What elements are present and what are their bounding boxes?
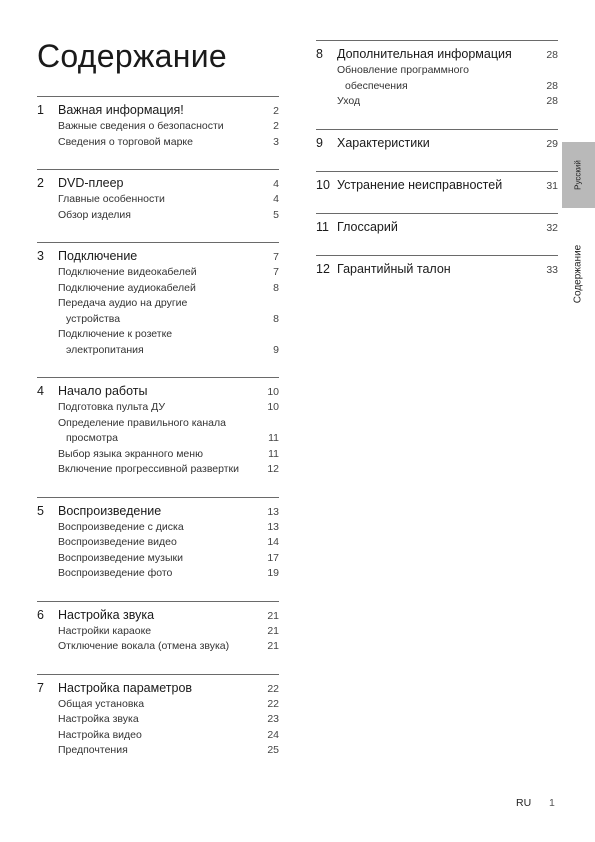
toc-entry-text: Воспроизведение музыки [58, 551, 184, 564]
toc-section [37, 96, 279, 150]
section-title: Устранение неисправностей [337, 177, 503, 192]
toc-entry-text: устройства [66, 312, 121, 325]
toc-entry[interactable] [37, 566, 279, 582]
toc-entry[interactable] [37, 697, 279, 713]
toc-entry[interactable] [37, 343, 279, 359]
section-page-number: 28 [546, 49, 558, 61]
toc-entry[interactable] [37, 624, 279, 640]
toc-entry-page: 11 [268, 432, 279, 444]
toc-section [37, 674, 279, 759]
toc-entry[interactable] [37, 208, 279, 224]
toc-entry[interactable] [37, 462, 279, 478]
toc-section [37, 377, 279, 478]
toc-entry-page: 3 [273, 135, 279, 148]
toc-entry[interactable] [37, 296, 279, 312]
section-title: Настройка звука [58, 607, 155, 622]
language-tab[interactable] [562, 142, 595, 208]
section-title: Дополнительная информация [337, 47, 512, 61]
toc-section-heading[interactable] [316, 219, 558, 236]
section-page-number: 2 [273, 105, 279, 117]
toc-entry-page: 25 [267, 744, 279, 756]
toc-entry[interactable] [37, 535, 279, 551]
section-title: Глоссарий [337, 219, 398, 234]
toc-entry-text: Сведения о торговой марке [58, 135, 193, 148]
toc-entry-text: Обзор изделия [58, 208, 131, 221]
toc-entry[interactable] [37, 551, 279, 567]
toc-section-heading[interactable] [37, 383, 279, 400]
toc-entry-page: 17 [267, 551, 279, 564]
toc-entry-text: просмотра [66, 432, 118, 444]
section-title: Настройка параметров [58, 680, 193, 695]
toc-section-heading[interactable] [316, 261, 558, 278]
toc-entry-page [255, 416, 279, 432]
toc-section-heading[interactable] [37, 503, 279, 520]
section-number: 8 [316, 47, 323, 61]
toc-entry[interactable] [37, 400, 279, 416]
toc-entry[interactable] [37, 743, 279, 759]
toc-entry[interactable] [37, 327, 279, 343]
section-number: 6 [37, 607, 44, 622]
toc-entry-text: Обновление программного [337, 64, 469, 76]
toc-entry-page: 23 [267, 713, 279, 725]
toc-entry[interactable] [37, 728, 279, 744]
sidebar [562, 142, 595, 312]
toc-section [37, 242, 279, 358]
toc-entry-text: Воспроизведение с диска [58, 520, 184, 533]
toc-entry-text: Выбор языка экранного меню [58, 447, 203, 460]
toc-entry-page: 9 [273, 343, 279, 356]
toc-entry-page: 7 [273, 266, 279, 278]
toc-entry-page: 13 [267, 520, 279, 533]
toc-section [37, 497, 279, 582]
toc-entry-page: 24 [267, 728, 279, 741]
toc-section [316, 40, 558, 110]
section-title: Начало работы [58, 384, 148, 398]
toc-entry[interactable] [37, 135, 279, 151]
section-title: Гарантийный талон [337, 261, 451, 276]
toc-entry-page: 2 [273, 120, 279, 132]
toc-entry-page: 22 [267, 697, 279, 710]
section-page-number: 13 [267, 505, 279, 518]
section-number: 11 [316, 219, 329, 234]
toc-entry-page: 10 [267, 401, 279, 413]
section-page-number: 33 [546, 263, 558, 276]
section-page-number: 31 [546, 179, 558, 192]
toc-entry-text: Главные особенности [58, 193, 165, 205]
toc-entry[interactable] [37, 639, 279, 655]
page-title: Содержание [37, 38, 228, 74]
section-title: DVD-плеер [58, 176, 124, 190]
toc-entry[interactable] [37, 312, 279, 328]
toc-section-heading[interactable] [316, 135, 558, 152]
toc-section [37, 169, 279, 223]
section-title: Воспроизведение [58, 503, 162, 518]
footer-page-number: 1 [549, 797, 555, 809]
section-page-number: 4 [273, 178, 279, 190]
toc-entry-page: 4 [273, 193, 279, 205]
toc-entry[interactable] [316, 94, 558, 110]
footer-language: RU [516, 797, 532, 809]
section-number: 1 [37, 103, 44, 117]
section-number: 5 [37, 503, 44, 518]
toc-entry-text: Общая установка [58, 697, 145, 710]
toc-entry-text: Подключение видеокабелей [58, 266, 197, 278]
toc-entry-text: Подключение аудиокабелей [58, 281, 196, 294]
section-page-number: 10 [267, 386, 279, 398]
toc-entry-text: Подготовка пульта ДУ [58, 401, 166, 413]
toc-entry-text: Уход [337, 95, 361, 107]
toc-entry-page: 28 [546, 95, 558, 107]
section-number: 10 [316, 177, 330, 192]
toc-entry-page: 11 [268, 447, 279, 460]
section-number: 2 [37, 176, 44, 190]
section-page-number: 32 [546, 221, 558, 234]
toc-section-heading[interactable] [37, 102, 279, 119]
toc-section-heading[interactable] [37, 175, 279, 192]
toc-entry[interactable] [316, 79, 558, 95]
toc-entry-text: Настройки караоке [58, 624, 152, 637]
toc-section-heading[interactable] [37, 680, 279, 697]
toc-entry-text: обеспечения [345, 79, 408, 92]
toc-entry-page: 8 [273, 312, 279, 325]
toc-entry-text: Воспроизведение фото [58, 567, 173, 579]
toc-entry-text: Передача аудио на другие [58, 297, 188, 309]
section-number: 7 [37, 680, 44, 695]
toc-entry[interactable] [37, 281, 279, 297]
toc-left-column [37, 96, 279, 759]
toc-entry-page: 19 [267, 567, 279, 579]
toc-entry-page: 21 [267, 640, 279, 652]
toc-entry-text: Настройка видео [58, 728, 142, 741]
section-page-number: 7 [273, 251, 279, 263]
section-title: Важная информация! [58, 103, 184, 117]
toc-entry[interactable] [37, 416, 279, 432]
toc-entry[interactable] [37, 712, 279, 728]
toc-entry-page [255, 327, 279, 343]
language-tab-label: Русский [573, 160, 583, 190]
toc-entry-text: Настройка звука [58, 713, 139, 725]
toc-entry-page: 28 [546, 79, 558, 92]
section-page-number: 22 [267, 682, 279, 695]
toc-entry[interactable] [37, 265, 279, 281]
toc-entry-page [255, 296, 279, 312]
toc-entry-text: Важные сведения о безопасности [58, 120, 224, 132]
toc-section [316, 129, 558, 152]
toc-entry-text: Воспроизведение видео [58, 536, 177, 548]
section-page-number: 29 [546, 137, 558, 150]
toc-entry[interactable] [37, 119, 279, 135]
toc-section-heading[interactable] [316, 177, 558, 194]
toc-entry-text: Включение прогрессивной развертки [58, 463, 240, 475]
toc-section-heading[interactable] [37, 607, 279, 624]
toc-section [37, 601, 279, 655]
toc-section-heading[interactable] [37, 248, 279, 265]
toc-section [316, 171, 558, 194]
toc-entry[interactable] [316, 63, 558, 79]
toc-entry-page: 12 [267, 463, 279, 475]
toc-entry-text: Подключение к розетке [58, 328, 173, 340]
toc-entry[interactable] [37, 447, 279, 463]
toc-entry-page: 14 [267, 536, 279, 548]
toc-entry[interactable] [37, 520, 279, 536]
section-number: 3 [37, 249, 44, 263]
toc-entry-text: Отключение вокала (отмена звука) [58, 640, 230, 652]
toc-entry-text: Предпочтения [58, 744, 128, 756]
toc-right-column [316, 40, 558, 278]
toc-entry-page: 5 [273, 208, 279, 221]
toc-section [316, 213, 558, 236]
toc-section [316, 255, 558, 278]
toc-entry-text: Определение правильного канала [58, 416, 226, 429]
toc-entry[interactable] [37, 192, 279, 208]
toc-section-heading[interactable] [316, 46, 558, 63]
section-number: 4 [37, 384, 44, 398]
section-page-number: 21 [267, 609, 279, 622]
chapter-label: Содержание [572, 244, 584, 304]
section-title: Подключение [58, 249, 138, 263]
toc-entry-text: электропитания [66, 343, 144, 356]
toc-entry[interactable] [37, 431, 279, 447]
toc-entry-page: 21 [267, 624, 279, 637]
section-number: 12 [316, 261, 330, 276]
section-number: 9 [316, 135, 323, 150]
toc-entry-page: 8 [273, 281, 279, 294]
section-title: Характеристики [337, 135, 430, 150]
toc-entry-page [534, 63, 558, 79]
